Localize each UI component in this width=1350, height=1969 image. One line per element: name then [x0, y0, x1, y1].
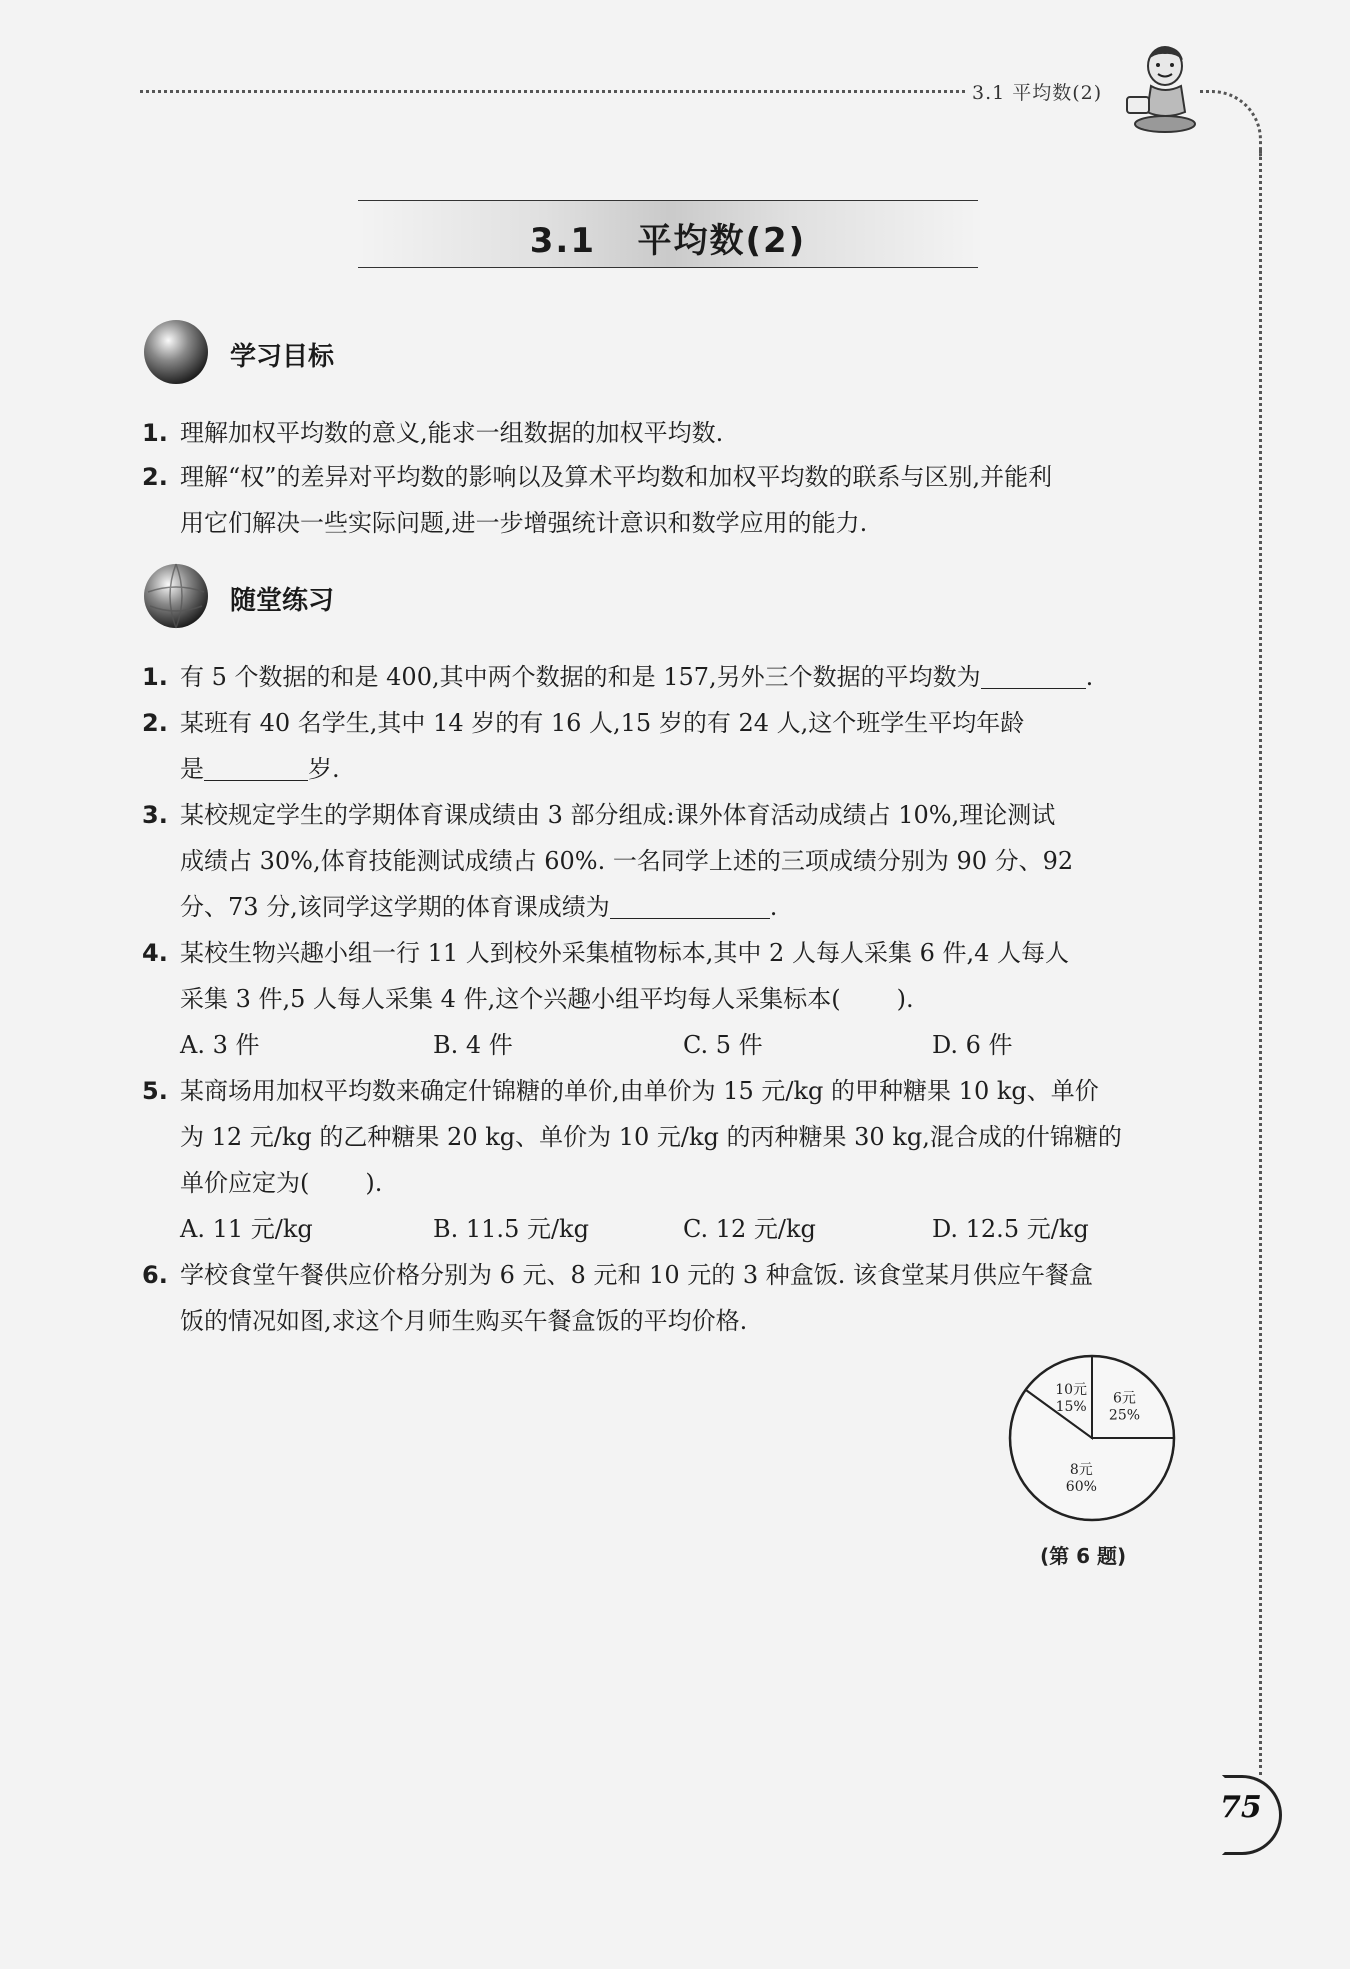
question-4-continuation: 采集 3 件,5 人每人采集 4 件,这个兴趣小组平均每人采集标本( ).	[180, 985, 914, 1013]
answer-blank[interactable]	[610, 896, 770, 919]
pie-chart	[1002, 1348, 1182, 1528]
question-4: 4. 某校生物兴趣小组一行 11 人到校外采集植物标本,其中 2 人每人采集 6 件,4 人每人	[142, 939, 1070, 967]
question-6: 6. 学校食堂午餐供应价格分别为 6 元、8 元和 10 元的 3 种盒饭. 该食堂某月供应午餐盒	[142, 1261, 1094, 1289]
mascot-icon	[1125, 42, 1205, 137]
answer-blank[interactable]	[204, 758, 308, 781]
option-b[interactable]: B. 4 件	[433, 1031, 513, 1059]
objective-item: 1. 理解加权平均数的意义,能求一组数据的加权平均数.	[142, 419, 724, 447]
question-1: 1. 有 5 个数据的和是 400,其中两个数据的和是 157,另外三个数据的平均数为 .	[142, 663, 1094, 691]
question-5-continuation: 单价应定为( ).	[180, 1169, 383, 1197]
option-a[interactable]: A. 11 元/kg	[180, 1215, 313, 1243]
option-a[interactable]: A. 3 件	[180, 1031, 260, 1059]
section-title: 学习目标	[230, 342, 335, 372]
option-c[interactable]: C. 12 元/kg	[683, 1215, 816, 1243]
figure-caption: (第 6 题)	[1040, 1544, 1127, 1568]
objective-item-continuation: 用它们解决一些实际问题,进一步增强统计意识和数学应用的能力.	[180, 509, 868, 537]
pie-category-label: 10元	[1055, 1382, 1088, 1399]
option-c[interactable]: C. 5 件	[683, 1031, 763, 1059]
pie-percent-label: 15%	[1055, 1399, 1087, 1416]
question-6-continuation: 饭的情况如图,求这个月师生购买午餐盒饭的平均价格.	[180, 1307, 748, 1335]
title-banner	[358, 200, 978, 268]
header-rule-curve	[1200, 90, 1262, 160]
section-title: 随堂练习	[230, 586, 335, 616]
question-3: 3. 某校规定学生的学期体育课成绩由 3 部分组成:课外体育活动成绩占 10%,理论测试	[142, 801, 1056, 829]
page-title: 3.1 平均数(2)	[529, 221, 807, 261]
option-b[interactable]: B. 11.5 元/kg	[433, 1215, 589, 1243]
objective-item: 2. 理解“权”的差异对平均数的影响以及算术平均数和加权平均数的联系与区别,并能利	[142, 463, 1053, 491]
question-2: 2. 某班有 40 名学生,其中 14 岁的有 16 人,15 岁的有 24 人,这个班学生平均年龄	[142, 709, 1025, 737]
question-2-continuation: 是 岁.	[180, 755, 340, 783]
pie-category-label: 6元	[1113, 1390, 1136, 1407]
globe-icon	[142, 562, 218, 632]
question-5: 5. 某商场用加权平均数来确定什锦糖的单价,由单价为 15 元/kg 的甲种糖果 10 kg、单价	[142, 1077, 1099, 1105]
running-title: 3.1 平均数(2)	[972, 82, 1103, 104]
pie-category-label: 8元	[1069, 1461, 1093, 1478]
answer-blank[interactable]	[981, 666, 1086, 689]
option-d[interactable]: D. 6 件	[932, 1031, 1013, 1059]
option-d[interactable]: D. 12.5 元/kg	[932, 1215, 1089, 1243]
margin-rule-right	[1259, 150, 1262, 1775]
pie-percent-label: 25%	[1108, 1407, 1141, 1424]
pie-percent-label: 60%	[1065, 1478, 1097, 1495]
header-rule-left	[140, 90, 965, 93]
question-3-continuation: 成绩占 30%,体育技能测试成绩占 60%. 一名同学上述的三项成绩分别为 90 分、92	[180, 847, 1074, 875]
question-5-continuation: 为 12 元/kg 的乙种糖果 20 kg、单价为 10 元/kg 的丙种糖果 30 kg,混合成的什锦糖的	[180, 1123, 1122, 1151]
page-number: 75	[1220, 1790, 1262, 1825]
globe-icon	[142, 318, 218, 388]
question-3-continuation: 分、73 分,该同学这学期的体育课成绩为 .	[180, 893, 778, 921]
